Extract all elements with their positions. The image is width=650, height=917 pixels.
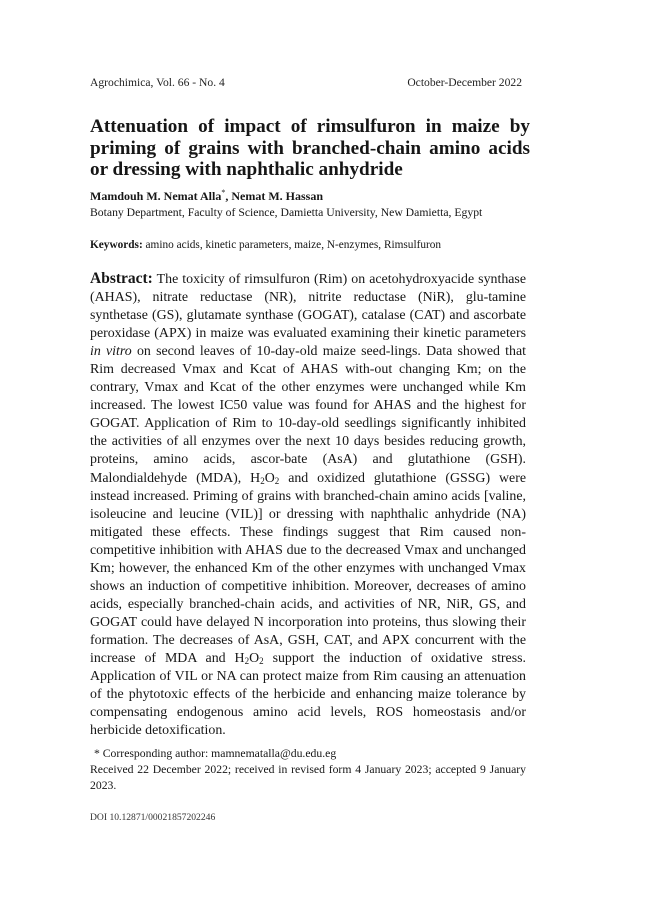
author-list [90, 188, 323, 204]
subscript: 2 [260, 475, 265, 486]
subscript: 2 [244, 655, 250, 666]
abstract-text: The toxicity of rimsulfuron (Rim) on acetohydroxyacide synthase (AHAS), nitrate reductase (NR), nitrite reductase (NiR), glu-tamine synthetase (GS), glutamate synthase (GOGAT), catalase (CAT) and ascorbate peroxidase (APX) in maize was evaluated examining their kinetic parameters [90, 272, 526, 342]
received-dates: Received 22 December 2022; received in revised form 4 January 2023; accepted 9 January 2023. [90, 763, 526, 792]
subscript: 2 [259, 655, 264, 666]
corresponding-mark: * [221, 188, 226, 197]
keywords-text: amino acids, kinetic parameters, maize, N-enzymes, Rimsulfuron [145, 239, 442, 251]
article-title: Attenuation of impact of rimsulfuron in maize by priming of grains with branched-chain amino acids or dressing with naphthalic anhydride [90, 116, 530, 180]
footnote [90, 746, 526, 794]
author-name: Nemat M. Hassan [231, 189, 323, 203]
journal-info: Agrochimica, Vol. 66 - No. 4 [90, 76, 225, 89]
affiliation: Botany Department, Faculty of Science, Damietta University, New Damietta, Egypt [90, 206, 483, 219]
corresponding-author: * Corresponding author: mamnematalla@du.edu.eg [94, 747, 337, 760]
abstract-text: O [249, 650, 260, 666]
author-name: Mamdouh M. Nemat Alla [90, 189, 222, 203]
abstract-text: on second leaves of 10-day-old maize seed-lings. Data showed that Rim decreased Vmax and Kcat of AHAS with-out changing Km; on the contrary, Vmax and Kcat of the other enzymes were unchanged while Km increased. The lowest IC50 value was found for AHAS and the highest for GOGAT. Application of Rim to 10-day-old seedlings significantly inhibited the activities of all enzymes over the next 10 days besides reducing growth, proteins, amino acids, ascor-bate (AsA) and glutathione (GSH). Malondialdehyde (MDA), H [90, 344, 527, 486]
doi: DOI 10.12871/00021857202246 [90, 812, 216, 823]
keywords-label: Keywords: [90, 239, 143, 251]
abstract [90, 270, 526, 740]
abstract-text: support the induction of oxidative stress. Application of VIL or NA can protect maize from Rim causing an attenuation of the phytotoxic effects of the herbicide and enhancing maize tolerance by compensating endogenous amino acid levels, ROS homeostasis and/or herbicide detoxification. [90, 650, 526, 739]
keywords [90, 239, 530, 251]
author-separator: , [225, 189, 232, 203]
abstract-text: and oxidized glutathione (GSSG) were instead increased. Priming of grains with branched-chain amino acids [valine, isoleucine and leucine (VIL)] or dressing with naphthalic anhydride (NA) mitigated these effects. These findings suggest that Rim caused non-competitive inhibition with AHAS due to the decreased Vmax and unchanged Km; however, the enhanced Km of the other enzymes with unchanged Vmax shows an induction of competitive inhibition. Moreover, decreases of amino acids, especially branched-chain acids, and activities of NR, NiR, GS, and GOGAT could have delayed N incorporation into proteins, thus slowing their formation. The decreases of AsA, GSH, CAT, and APX concurrent with the increase of MDA and H [90, 470, 526, 666]
abstract-text: O [264, 470, 275, 486]
subscript: 2 [274, 475, 280, 486]
abstract-italic: in vitro [90, 344, 132, 360]
issue-date: October-December 2022 [407, 76, 522, 89]
abstract-label: Abstract: [90, 270, 153, 287]
